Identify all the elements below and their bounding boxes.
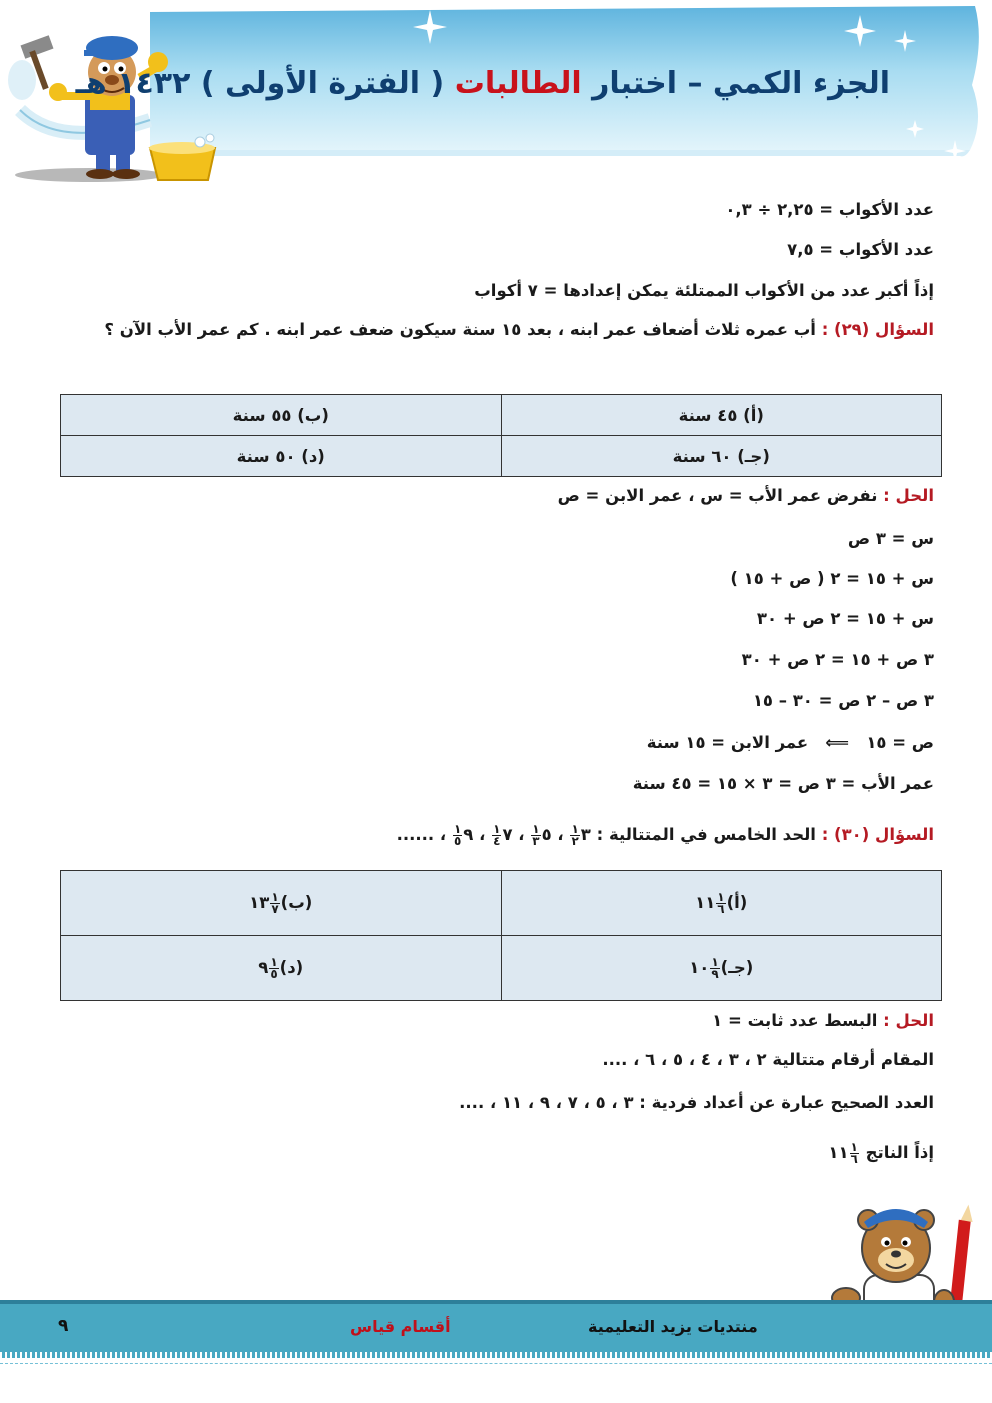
prev-solution-line-2: عدد الأكواب = ٧,٥ [787,240,934,259]
q29-step-5: ٣ ص – ٢ ص = ٣٠ – ١٥ [752,691,934,710]
q29-step-1: س = ٣ ص [847,529,934,548]
prev-solution-line-1: عدد الأكواب = ٢,٢٥ ÷ ٠,٣ [725,200,934,219]
q30-solution-intro: الحل : البسط عدد ثابت = ١ [712,1011,934,1030]
option-c[interactable]: (جـ) ٦٠ سنة [501,436,942,477]
header-banner [0,0,992,190]
q30-solution-label: الحل : [883,1011,934,1030]
sequence-term-4: ٩ $\frac{١}{٥}$ [453,822,474,848]
q29-step-7: عمر الأب = ٣ ص = ٣ × ١٥ = ٤٥ سنة [632,774,934,793]
title-highlight: الطالبات [454,66,582,101]
sequence-term-2: ٥ $\frac{١}{٣}$ [532,822,552,848]
question-29-label: السؤال (٢٩) : [821,320,934,339]
q30-step-1: المقام أرقام متتالية ٢ ، ٣ ، ٤ ، ٥ ، ٦ ، .... [602,1050,934,1069]
option-d[interactable]: (د) ٥٠ سنة [61,436,502,477]
q30-final-answer: إذاً الناتج $\frac{١}{٦}$ ١١ [828,1140,934,1166]
question-29 [60,310,934,350]
question-29-text: أب عمره ثلاث أضعاف عمر ابنه ، بعد ١٥ سنة سيكون ضعف عمر ابنه . كم عمر الأب الآن ؟ [104,320,822,339]
option-a[interactable]: (أ) $\frac{١}{٦}$ ١١ [501,871,942,936]
footer-bar [0,1300,992,1358]
page-number: ٩ [58,1316,69,1336]
q29-step-6: ص = ١٥ ⟸ عمر الابن = ١٥ سنة [646,733,934,752]
question-30-options [60,870,942,1001]
option-a[interactable]: (أ) ٤٥ سنة [501,395,942,436]
footer-forum-name: منتديات يزيد التعليمية [588,1317,758,1336]
option-c[interactable]: (جـ) $\frac{١}{٩}$ ١٠ [501,936,942,1001]
page-title: الجزء الكمي – اختبار الطالبات ( الفترة الأولى ) ١٤٣٢ هـ [75,66,890,101]
q29-step-4: ٣ ص + ١٥ = ٢ ص + ٣٠ [741,650,934,669]
option-b[interactable]: (ب) ٥٥ سنة [61,395,502,436]
question-30-text: الحد الخامس في المتتالية : [596,825,822,844]
question-30-label: السؤال (٣٠) : [821,825,934,844]
question-29-options [60,394,942,477]
q30-step-2: العدد الصحيح عبارة عن أعداد فردية : ٣ ، ٥ ، ٧ ، ٩ ، ١١ ، .... [459,1093,934,1112]
prev-solution-line-3: إذاً أكبر عدد من الأكواب الممتلئة يمكن إعدادها = ٧ أكواب [474,281,934,300]
option-b[interactable]: (ب) $\frac{١}{٧}$ ١٣ [61,871,502,936]
sequence-term-1: ٣ $\frac{١}{٢}$ [571,822,591,848]
question-30: السؤال (٣٠) : الحد الخامس في المتتالية : ٣ $\frac{١}{٢}$ ، ٥ $\frac{١}{٣}$ ، ٧ $\frac{١}{٤}$ ، ٩ $\frac{١}{٥}$ ، ...... [396,822,934,848]
q29-step-2: س + ١٥ = ٢ ( ص + ١٥ ) [730,569,934,588]
option-d[interactable]: (د) $\frac{١}{٥}$ ٩ [61,936,502,1001]
footer-divider [0,1363,992,1364]
footer-section-link[interactable]: أقسام قياس [350,1317,451,1336]
q29-step-3: س + ١٥ = ٢ ص + ٣٠ [756,609,934,628]
q29-solution-label: الحل : [883,486,934,505]
sequence-term-3: ٧ $\frac{١}{٤}$ [493,822,513,848]
sequence-tail: ، ...... [396,825,447,844]
q29-solution-intro: الحل : نفرض عمر الأب = س ، عمر الابن = ص [557,486,934,505]
